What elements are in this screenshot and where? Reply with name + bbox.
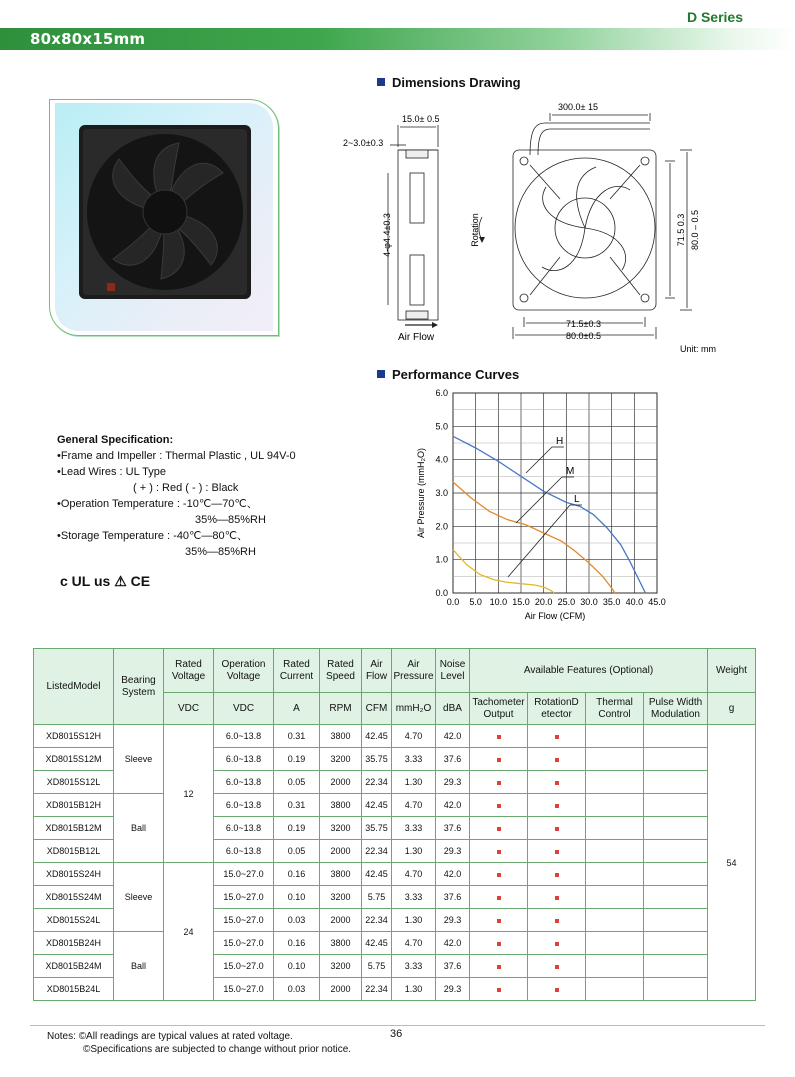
series-label: H [556,436,564,447]
cell-cfm: 22.34 [362,978,392,1001]
cell-model: XD8015B12L [34,840,114,863]
cell-cfm: 22.34 [362,840,392,863]
x-tick-label: 10.0 [489,597,508,607]
cell-db: 42.0 [436,863,470,886]
cell-db: 29.3 [436,978,470,1001]
th-speed: Rated Speed [320,649,362,693]
cell-p: 3.33 [392,955,436,978]
x-tick-label: 20.0 [534,597,553,607]
unit-weight: g [708,693,756,725]
spec-wire-colors: ( + ) : Red ( - ) : Black [133,482,239,494]
table-row [34,863,756,886]
feature-available-icon [555,919,559,923]
y-tick-label: 3.0 [435,488,448,498]
feature-available-icon [497,919,501,923]
feature-dot-cell [470,840,528,863]
feature-dot-cell [470,932,528,955]
dimensions-title: Dimensions Drawing [377,75,521,90]
cell-cfm: 5.75 [362,955,392,978]
cell-op: 15.0~27.0 [214,909,274,932]
feature-thermal: Thermal Control [586,693,644,725]
note-1: ©All readings are typical values at rated voltage. [78,1031,293,1042]
cell-empty [586,748,644,771]
cell-rpm: 3800 [320,932,362,955]
feature-available-icon [555,873,559,877]
feature-available-icon [497,896,501,900]
spec-frame: •Frame and Impeller : Thermal Plastic , UL 94V-0 [57,450,296,462]
cell-db: 42.0 [436,725,470,748]
cell-empty [644,725,708,748]
feature-dot-cell [528,748,586,771]
cell-empty [586,955,644,978]
feature-available-icon [555,942,559,946]
cell-a: 0.31 [274,725,320,748]
x-tick-label: 25.0 [557,597,576,607]
feature-available-icon [555,781,559,785]
unit-op: VDC [214,693,274,725]
cell-model: XD8015B24H [34,932,114,955]
cell-empty [586,840,644,863]
cell-p: 1.30 [392,909,436,932]
th-weight: Weight [708,649,756,693]
cell-cfm: 22.34 [362,771,392,794]
unit-speed: RPM [320,693,362,725]
cell-model: XD8015S12L [34,771,114,794]
unit-pressure: mmH₂O [392,693,436,725]
cell-model: XD8015S24L [34,909,114,932]
feature-dot-cell [470,909,528,932]
cell-cfm: 42.45 [362,932,392,955]
cell-a: 0.03 [274,909,320,932]
x-tick-label: 15.0 [512,597,530,607]
feature-available-icon [555,988,559,992]
cell-cfm: 42.45 [362,863,392,886]
cell-p: 3.33 [392,817,436,840]
dim-size-v: 80.0 – 0.5 [690,209,700,251]
feature-dot-cell [470,886,528,909]
note-2: ©Specifications are subjected to change without prior notice. [83,1044,352,1055]
cell-op: 15.0~27.0 [214,955,274,978]
spec-storage-humidity: 35%—85%RH [185,546,256,558]
cell-empty [586,771,644,794]
cell-rpm: 3200 [320,817,362,840]
feature-available-icon [555,735,559,739]
th-features: Available Features (Optional) [470,649,708,693]
x-tick-label: 45.0 [648,597,666,607]
feature-dot-cell [528,955,586,978]
y-tick-label: 5.0 [435,421,448,432]
cell-a: 0.19 [274,817,320,840]
series-label: M [566,466,575,477]
cell-model: XD8015B24L [34,978,114,1001]
performance-chart [410,385,680,635]
feature-dot-cell [528,771,586,794]
cell-rpm: 2000 [320,978,362,1001]
cell-db: 42.0 [436,932,470,955]
feature-dot-cell [470,771,528,794]
cell-model: XD8015S12M [34,748,114,771]
cell-empty [586,978,644,1001]
cell-voltage: 24 [164,863,214,1001]
cell-op: 6.0~13.8 [214,771,274,794]
feature-available-icon [555,827,559,831]
spec-table [33,648,756,1001]
y-tick-label: 1.0 [435,554,448,565]
cell-bearing: Ball [114,794,164,863]
cell-model: XD8015B12H [34,794,114,817]
cell-rpm: 2000 [320,840,362,863]
cell-model: XD8015B12M [34,817,114,840]
cell-rpm: 2000 [320,909,362,932]
th-model: ListedModel [34,649,114,725]
dim-thickness: 15.0± 0.5 [402,114,440,124]
notes-label: Notes: [47,1031,76,1042]
cell-model: XD8015S12H [34,725,114,748]
y-tick-label: 2.0 [435,521,448,532]
footer-rule [30,1025,765,1026]
cell-db: 29.3 [436,840,470,863]
cell-empty [586,932,644,955]
cell-p: 3.33 [392,748,436,771]
feature-dot-cell [470,817,528,840]
cell-p: 4.70 [392,725,436,748]
cell-p: 1.30 [392,771,436,794]
x-tick-label: 5.0 [469,597,482,607]
cell-rpm: 3800 [320,725,362,748]
cell-op: 6.0~13.8 [214,794,274,817]
cell-rpm: 3200 [320,886,362,909]
cell-op: 15.0~27.0 [214,863,274,886]
dim-offset: 2~3.0±0.3 [343,138,384,148]
table-row [34,794,756,817]
feature-available-icon [497,850,501,854]
bullet-square-icon [377,370,385,378]
cell-p: 3.33 [392,886,436,909]
cell-empty [644,771,708,794]
performance-title: Performance Curves [377,367,519,382]
feature-tachometer: Tachometer Output [470,693,528,725]
feature-dot-cell [470,863,528,886]
cell-empty [644,863,708,886]
feature-dot-cell [470,748,528,771]
cell-empty [586,817,644,840]
cell-p: 1.30 [392,840,436,863]
feature-dot-cell [528,886,586,909]
unit-noise: dBA [436,693,470,725]
cell-p: 1.30 [392,978,436,1001]
y-tick-label: 4.0 [435,454,448,465]
cell-rpm: 3200 [320,955,362,978]
dim-lead-length: 300.0± 15 [558,102,598,112]
cell-a: 0.10 [274,886,320,909]
feature-available-icon [497,942,501,946]
cell-empty [644,817,708,840]
spec-title: General Specification: [57,434,174,446]
feature-available-icon [497,965,501,969]
feature-available-icon [497,873,501,877]
feature-dot-cell [470,955,528,978]
cell-bearing: Ball [114,932,164,1001]
th-current: Rated Current [274,649,320,693]
cell-empty [586,886,644,909]
notes [47,1030,351,1056]
spec-lead-wires: •Lead Wires : UL Type [57,466,167,478]
series-label: D Series [686,9,743,25]
cell-p: 4.70 [392,863,436,886]
cell-a: 0.10 [274,955,320,978]
cell-empty [586,794,644,817]
cell-op: 6.0~13.8 [214,725,274,748]
feature-dot-cell [528,932,586,955]
spec-storage-temp: •Storage Temperature : -40℃—80℃、 [57,530,248,542]
feature-available-icon [497,758,501,762]
cell-a: 0.16 [274,863,320,886]
table-row [34,725,756,748]
cell-a: 0.05 [274,771,320,794]
cell-op: 6.0~13.8 [214,817,274,840]
certification-marks: c UL us ⚠ CE [60,573,151,589]
y-axis-label: Air Pressure (mmH₂O) [416,448,426,538]
feature-dot-cell [528,817,586,840]
feature-dot-cell [470,794,528,817]
cell-model: XD8015B24M [34,955,114,978]
cell-cfm: 42.45 [362,794,392,817]
unit-label: Unit: mm [680,344,716,354]
unit-current: A [274,693,320,725]
cell-empty [644,886,708,909]
y-tick-label: 0.0 [435,588,448,598]
rotation-label: Rotation [470,213,480,247]
x-tick-label: 30.0 [580,597,598,607]
cell-op: 6.0~13.8 [214,840,274,863]
cell-op: 15.0~27.0 [214,932,274,955]
cell-empty [586,863,644,886]
feature-available-icon [497,804,501,808]
dim-size-h: 80.0±0.5 [566,331,601,341]
feature-pwm: Pulse Width Modulation [644,693,708,725]
dim-hole: 4-φ4.4±0.3 [382,213,392,257]
cell-bearing: Sleeve [114,725,164,794]
series-label: L [574,494,580,505]
feature-available-icon [555,896,559,900]
cell-rpm: 2000 [320,771,362,794]
unit-flow: CFM [362,693,392,725]
th-pressure: Air Pressure [392,649,436,693]
cell-a: 0.16 [274,932,320,955]
x-axis-label: Air Flow (CFM) [524,611,586,621]
cell-db: 37.6 [436,748,470,771]
cell-rpm: 3800 [320,863,362,886]
cell-a: 0.19 [274,748,320,771]
air-flow-label: Air Flow [398,332,435,343]
y-tick-label: 6.0 [435,388,448,398]
feature-dot-cell [528,794,586,817]
cell-empty [644,932,708,955]
cell-empty [586,909,644,932]
cell-cfm: 5.75 [362,886,392,909]
feature-dot-cell [528,725,586,748]
cell-p: 4.70 [392,932,436,955]
th-noise: Noise Level [436,649,470,693]
feature-dot-cell [470,725,528,748]
cell-db: 29.3 [436,909,470,932]
th-voltage: Rated Voltage [164,649,214,693]
th-op-voltage: Operation Voltage [214,649,274,693]
cell-db: 29.3 [436,771,470,794]
cell-voltage: 12 [164,725,214,863]
model-title: 80x80x15mm [30,30,146,48]
feature-dot-cell [528,978,586,1001]
cell-cfm: 35.75 [362,817,392,840]
feature-dot-cell [528,863,586,886]
cell-model: XD8015S24H [34,863,114,886]
dimensions-drawing [330,95,730,360]
cell-op: 6.0~13.8 [214,748,274,771]
feature-available-icon [497,988,501,992]
cell-empty [586,725,644,748]
feature-available-icon [497,735,501,739]
cell-empty [644,978,708,1001]
cell-a: 0.05 [274,840,320,863]
bullet-square-icon [377,78,385,86]
spec-op-temp: •Operation Temperature : -10℃—70℃、 [57,498,258,510]
feature-available-icon [555,758,559,762]
cell-rpm: 3200 [320,748,362,771]
page-number: 36 [390,1028,403,1040]
cell-p: 4.70 [392,794,436,817]
cell-rpm: 3800 [320,794,362,817]
table-row [34,932,756,955]
feature-available-icon [555,804,559,808]
x-tick-label: 0.0 [446,597,460,607]
feature-rotation-detector: RotationD etector [528,693,586,725]
cell-op: 15.0~27.0 [214,978,274,1001]
feature-available-icon [555,965,559,969]
spec-op-humidity: 35%—85%RH [195,514,266,526]
fan-image [55,103,273,331]
feature-dot-cell [528,909,586,932]
x-tick-label: 40.0 [625,597,644,607]
fan-photo [55,103,273,331]
cell-weight: 54 [708,725,756,1001]
dim-hole-pitch-v: 71.5 0.3 [676,213,686,247]
cell-empty [644,794,708,817]
feature-available-icon [497,781,501,785]
feature-available-icon [555,850,559,854]
cell-model: XD8015S24M [34,886,114,909]
general-spec [57,432,296,560]
cell-db: 42.0 [436,794,470,817]
cell-empty [644,955,708,978]
cell-op: 15.0~27.0 [214,886,274,909]
th-flow: Air Flow [362,649,392,693]
th-bearing: Bearing System [114,649,164,725]
cell-db: 37.6 [436,817,470,840]
cell-empty [644,748,708,771]
cell-cfm: 35.75 [362,748,392,771]
feature-dot-cell [528,840,586,863]
cell-cfm: 42.45 [362,725,392,748]
cell-db: 37.6 [436,955,470,978]
cell-empty [644,840,708,863]
dim-hole-pitch-h: 71.5±0.3 [566,319,601,329]
unit-voltage: VDC [164,693,214,725]
feature-dot-cell [470,978,528,1001]
x-tick-label: 35.0 [602,597,621,607]
cell-a: 0.03 [274,978,320,1001]
cell-empty [644,909,708,932]
cell-db: 37.6 [436,886,470,909]
cell-cfm: 22.34 [362,909,392,932]
feature-available-icon [497,827,501,831]
cell-a: 0.31 [274,794,320,817]
cell-bearing: Sleeve [114,863,164,932]
